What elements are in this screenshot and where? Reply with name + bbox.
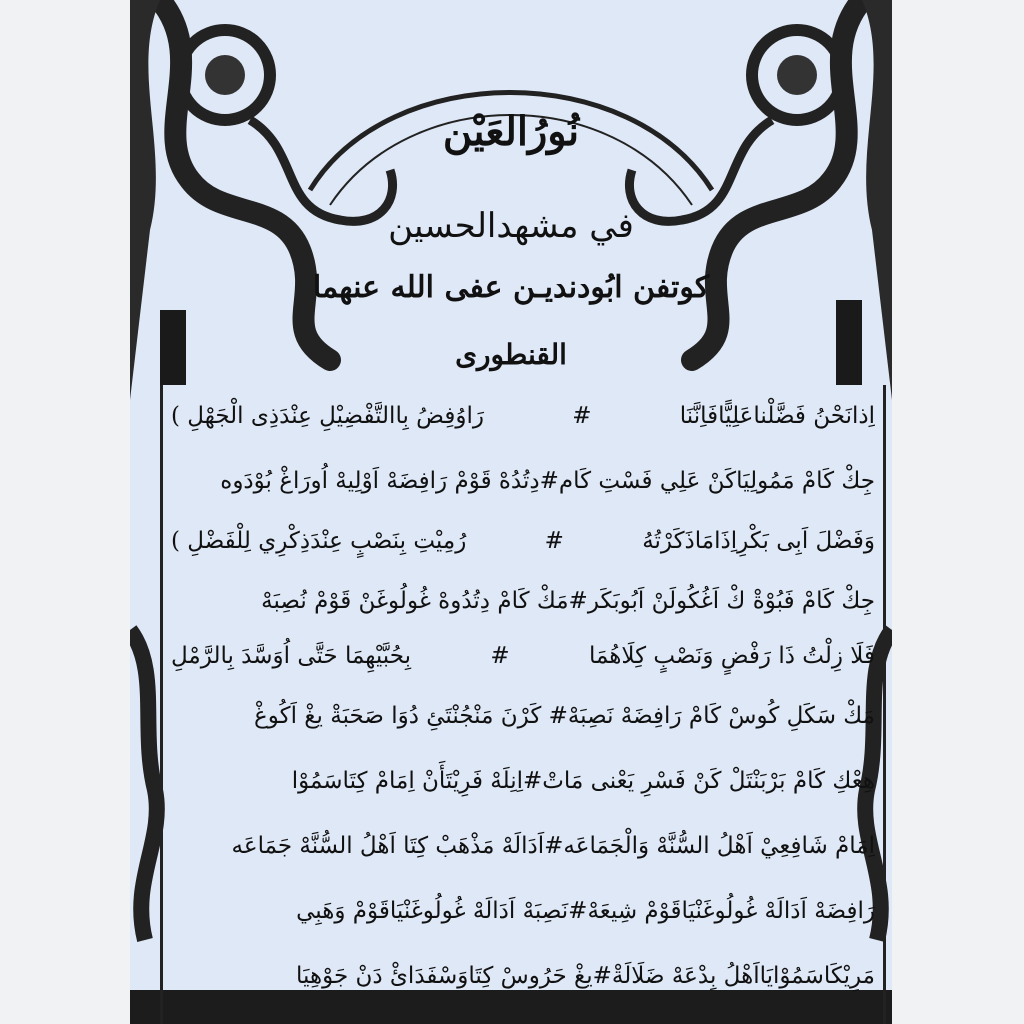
- translation-line-7: مَرِيْكَاسَمُوْايَااَهْلُ بِدْعَهْ ضَلَالَةْ#يغْ حَرُوسْ كِتَاوَسْفَدَائْ دَنْ جَوْهِيَا: [296, 963, 875, 989]
- verse-line-1: [171, 390, 875, 442]
- translation-line-6: رَافِضَهْ اَدَالَهْ غُولُوغَنْيَاقَوْمْ شِيعَهْ#نَصِبَهْ اَدَالَهْ غُولُوغَنْيَاقَوْمْ وَهَبِي: [296, 898, 875, 924]
- hemistich-right: فَلَا زِلْتُ ذَا رَفْضٍ وَنَصْبٍ كِلَاهُمَا: [588, 643, 875, 669]
- translation-line-3: مَكْ سَكَلِ كُوسْ كَامْ رَافِضَهْ نَصِبَهْ# كَرْنَ مَنْجُنْتَئِ دُوَا صَحَبَةْ يغْ اَكُوغْ: [254, 703, 875, 729]
- hemistich-separator: #: [544, 528, 564, 554]
- translation-line-2: جِكْ كَامْ فَبُوْةْ كْ اَغُكُولَنْ اَبُوبَكَر#مَكْ كَامْ دِتُدُوهْ غُولُوغَنْ قَوْمْ نُصِبَهْ: [261, 588, 875, 614]
- hemistich-right: وَفَضْلَ اَبِى بَكْرِاِذَامَاذَكَرْتُهُ: [642, 528, 875, 554]
- hemistich-separator: #: [572, 403, 592, 429]
- book-cover-page: [130, 0, 892, 1024]
- translation-line-4: هِعْكِ كَامْ بَرْبَنْتَلْ كَنْ فَسْرِ يَعْنى مَاتْ#اِنِلَهْ فَرِيْتَأَنْ اِمَامْ كِتَاسَمُوْا: [291, 768, 875, 794]
- hemistich-left: بِحُبَّيْهِمَا حَتَّى اُوَسَّدَ بِالرَّمْلِ: [171, 643, 411, 669]
- translation-line-1: جِكْ كَامْ مَمُولِيَاكَنْ عَلِي فَسْتِ كَام#دِتُدُهْ قَوْمْ رَافِضَهْ اَوْلِيهْ اُورَاغْ بُوْدَوه: [220, 468, 875, 494]
- translation-line-5: اِمَامْ شَافِعِيْ اَهْلُ السُّنَّهْ وَالْجَمَاعَه#اَدَالَهْ مَذْهَبْ كِتَا اَهْلُ السُّنَّهْ جَمَاعَه: [231, 833, 875, 859]
- verse-line-3: [171, 630, 875, 682]
- book-subtitle: في مشهدالحسين: [388, 206, 634, 246]
- hemistich-separator: #: [490, 643, 510, 669]
- left-margin: [0, 0, 130, 1024]
- hemistich-left: رُمِيْتِ بِنَصْبٍ عِنْدَذِكْرِي لِلْفَضْلِ ): [171, 528, 467, 554]
- author-name: القنطورى: [455, 338, 567, 371]
- verse-line-2: [171, 515, 875, 567]
- hemistich-left: رَاوُفِضُ بِاالتَّفْضِيْلِ عِنْدَذِى الْجَهْلِ ): [171, 403, 484, 429]
- book-title: نُورُالعَيْن: [442, 108, 580, 155]
- right-margin: [892, 0, 1024, 1024]
- author-line: كوتفن ابُودنديـن عفى الله عنهما: [312, 270, 710, 305]
- poem-text-frame: [160, 385, 886, 1024]
- hemistich-right: اِذانَحْنُ فَضَّلْناعَلِيًّافَاِنَّنَا: [679, 403, 875, 429]
